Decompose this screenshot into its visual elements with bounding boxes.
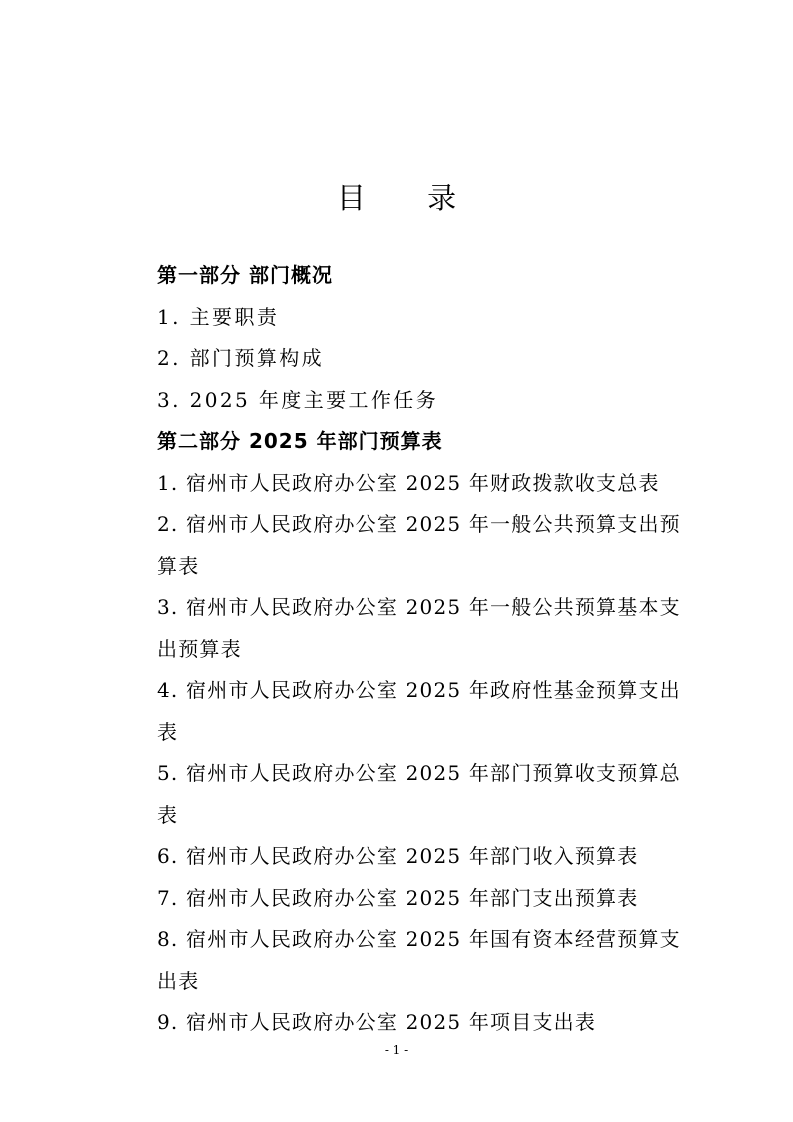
toc-part2-item-1[interactable]: 1. 宿州市人民政府办公室 2025 年财政拨款收支总表 — [157, 470, 660, 495]
toc-part2-item-3[interactable]: 3. 宿州市人民政府办公室 2025 年一般公共预算基本支出预算表 — [157, 595, 681, 661]
toc-part2-item-6[interactable]: 6. 宿州市人民政府办公室 2025 年部门收入预算表 — [157, 844, 639, 868]
toc-part2-item-2[interactable]: 2. 宿州市人民政府办公室 2025 年一般公共预算支出预算表 — [157, 512, 681, 578]
table-of-contents — [157, 255, 682, 1044]
toc-part2-item-7[interactable]: 7. 宿州市人民政府办公室 2025 年部门支出预算表 — [157, 885, 639, 910]
toc-part2-heading[interactable]: 第二部分 2025 年部门预算表 — [157, 429, 443, 453]
toc-part1-item-2[interactable]: 2. 部门预算构成 — [157, 346, 325, 370]
toc-part2-item-4[interactable]: 4. 宿州市人民政府办公室 2025 年政府性基金预算支出表 — [157, 678, 681, 744]
toc-part2-item-8[interactable]: 8. 宿州市人民政府办公室 2025 年国有资本经营预算支出表 — [157, 927, 681, 993]
toc-part1-heading[interactable]: 第一部分 部门概况 — [157, 263, 333, 287]
page-title: 目 录 — [336, 181, 483, 215]
page-number: - 1 - — [384, 1043, 409, 1057]
toc-part2-item-5[interactable]: 5. 宿州市人民政府办公室 2025 年部门预算收支预算总表 — [157, 761, 681, 827]
toc-part2-item-9[interactable]: 9. 宿州市人民政府办公室 2025 年项目支出表 — [157, 1010, 597, 1034]
toc-part1-item-1[interactable]: 1. 主要职责 — [157, 304, 280, 329]
toc-part1-item-3[interactable]: 3. 2025 年度主要工作任务 — [157, 387, 439, 412]
